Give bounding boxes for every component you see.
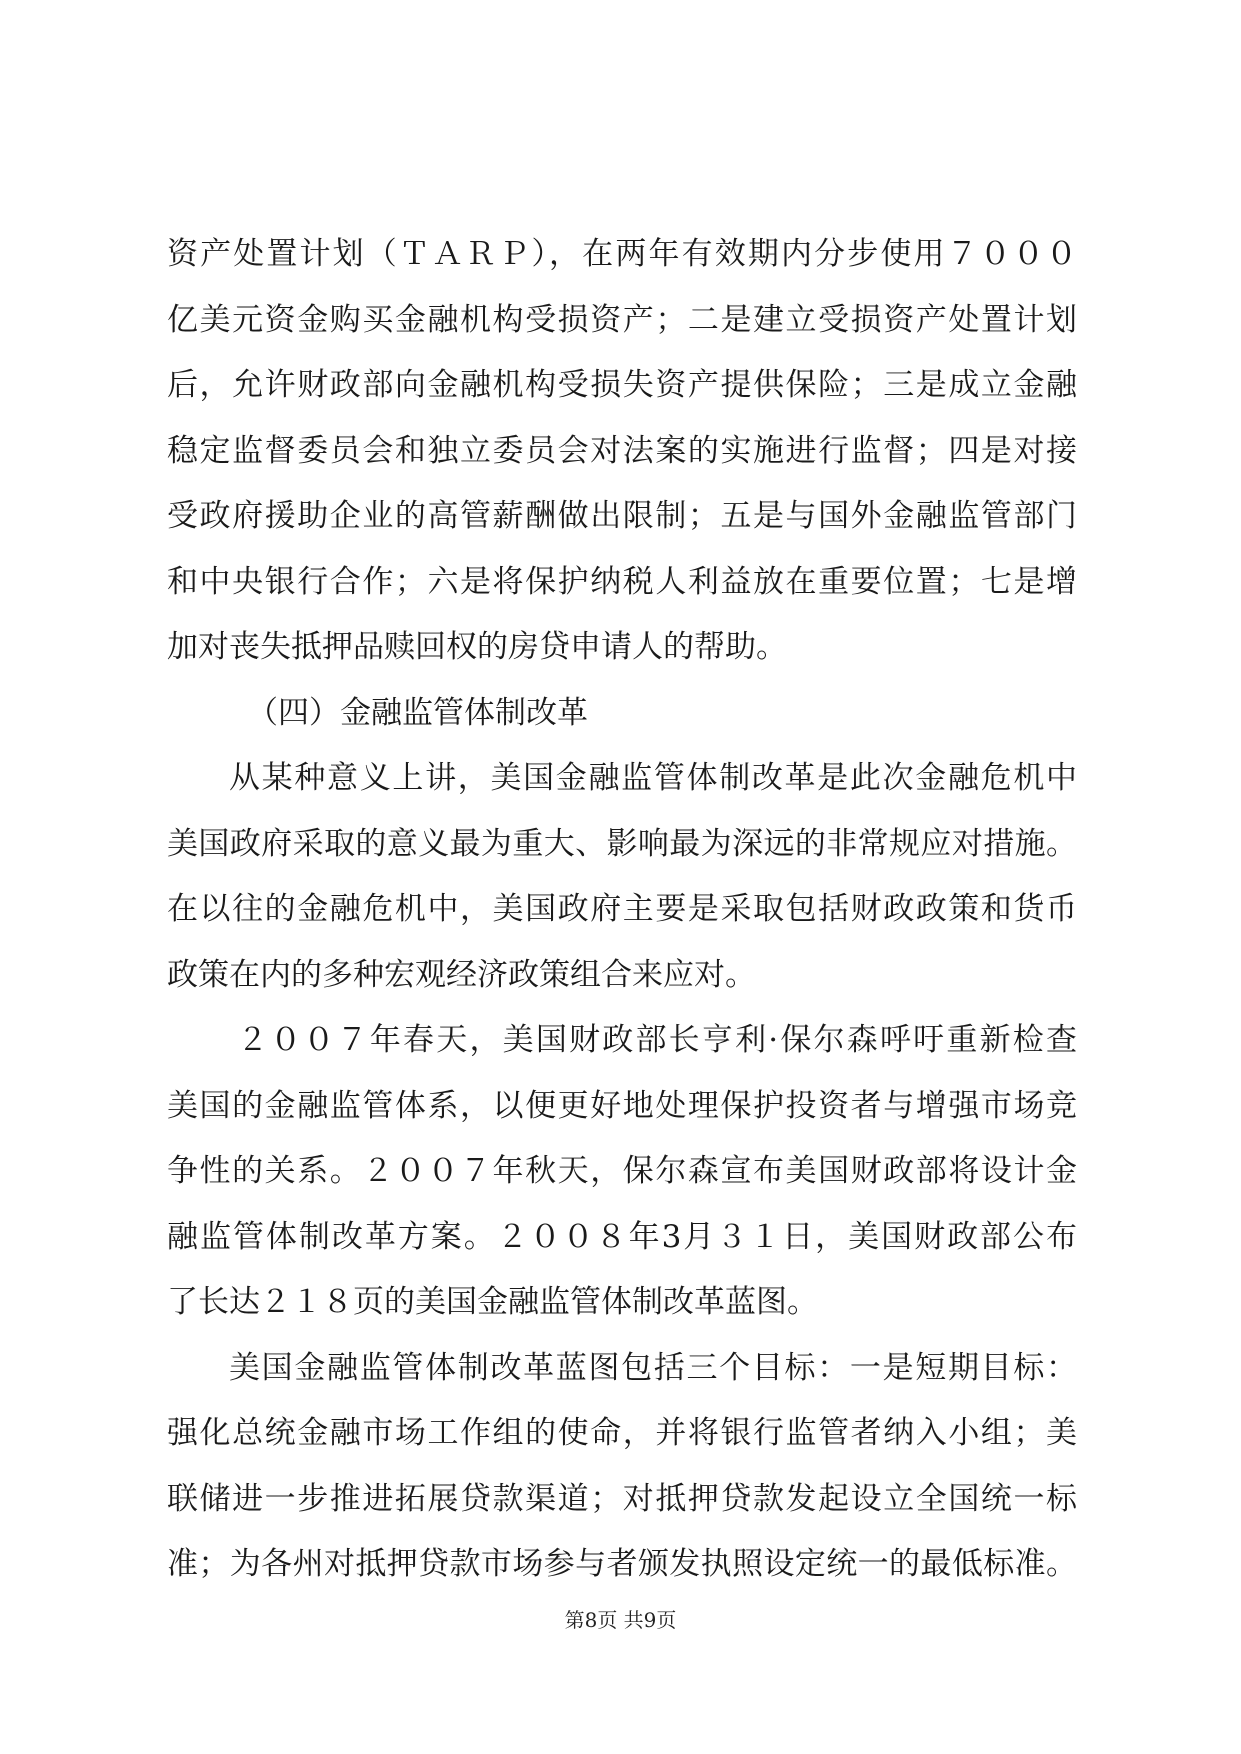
text-line: 从某种意义上讲，美国金融监管体制改革是此次金融危机中 bbox=[229, 760, 1077, 796]
text-line: 争性的关系。２００７年秋天，保尔森宣布美国财政部将设计金 bbox=[167, 1153, 1077, 1189]
document-body bbox=[167, 232, 1077, 1608]
text-line: 美国金融监管体制改革蓝图包括三个目标：一是短期目标： bbox=[229, 1349, 1077, 1386]
section-heading-text: （四）金融监管体制改革 bbox=[247, 694, 588, 731]
text-line: 后，允许财政部向金融机构受损失资产提供保险；三是成立金融 bbox=[167, 367, 1077, 403]
text-line: 在以往的金融危机中，美国政府主要是采取包括财政政策和货币 bbox=[167, 891, 1077, 927]
paragraph-regulatory-reform bbox=[167, 756, 1077, 1018]
text-line: ２００７年春天，美国财政部长亨利·保尔森呼吁重新检查 bbox=[237, 1022, 1077, 1058]
text-line: 加对丧失抵押品赎回权的房贷申请人的帮助。 bbox=[167, 629, 787, 665]
text-line: 美国的金融监管体系，以便更好地处理保护投资者与增强市场竞 bbox=[167, 1087, 1077, 1124]
page-number-footer: 第8页 共9页 bbox=[564, 1608, 677, 1632]
text-line: 了长达２１８页的美国金融监管体制改革蓝图。 bbox=[167, 1284, 818, 1320]
text-line: 准；为各州对抵押贷款市场参与者颁发执照设定统一的最低标准。 bbox=[167, 1546, 1077, 1582]
paragraph-blueprint-goals bbox=[167, 1346, 1077, 1608]
text-line: 联储进一步推进拓展贷款渠道；对抵押贷款发起设立全国统一标 bbox=[167, 1480, 1077, 1517]
text-line: 受政府援助企业的高管薪酬做出限制；五是与国外金融监管部门 bbox=[167, 498, 1077, 534]
text-line: 美国政府采取的意义最为重大、影响最为深远的非常规应对措施。 bbox=[167, 825, 1077, 862]
paragraph-paulson bbox=[167, 1018, 1077, 1346]
text-line: 和中央银行合作；六是将保护纳税人利益放在重要位置；七是增 bbox=[167, 563, 1077, 600]
text-line: 强化总统金融市场工作组的使命，并将银行监管者纳入小组；美 bbox=[167, 1415, 1077, 1451]
text-line: 资产处置计划（ＴＡＲＰ），在两年有效期内分步使用７０００ bbox=[167, 236, 1077, 272]
text-line: 融监管体制改革方案。２００８年3月３１日，美国财政部公布 bbox=[167, 1218, 1077, 1255]
text-line: 政策在内的多种宏观经济政策组合来应对。 bbox=[167, 956, 756, 993]
text-line: 稳定监督委员会和独立委员会对法案的实施进行监督；四是对接 bbox=[167, 432, 1077, 469]
paragraph-tarp-continued bbox=[167, 232, 1077, 691]
text-line: 亿美元资金购买金融机构受损资产；二是建立受损资产处置计划 bbox=[167, 301, 1077, 338]
section-heading bbox=[167, 691, 1077, 757]
